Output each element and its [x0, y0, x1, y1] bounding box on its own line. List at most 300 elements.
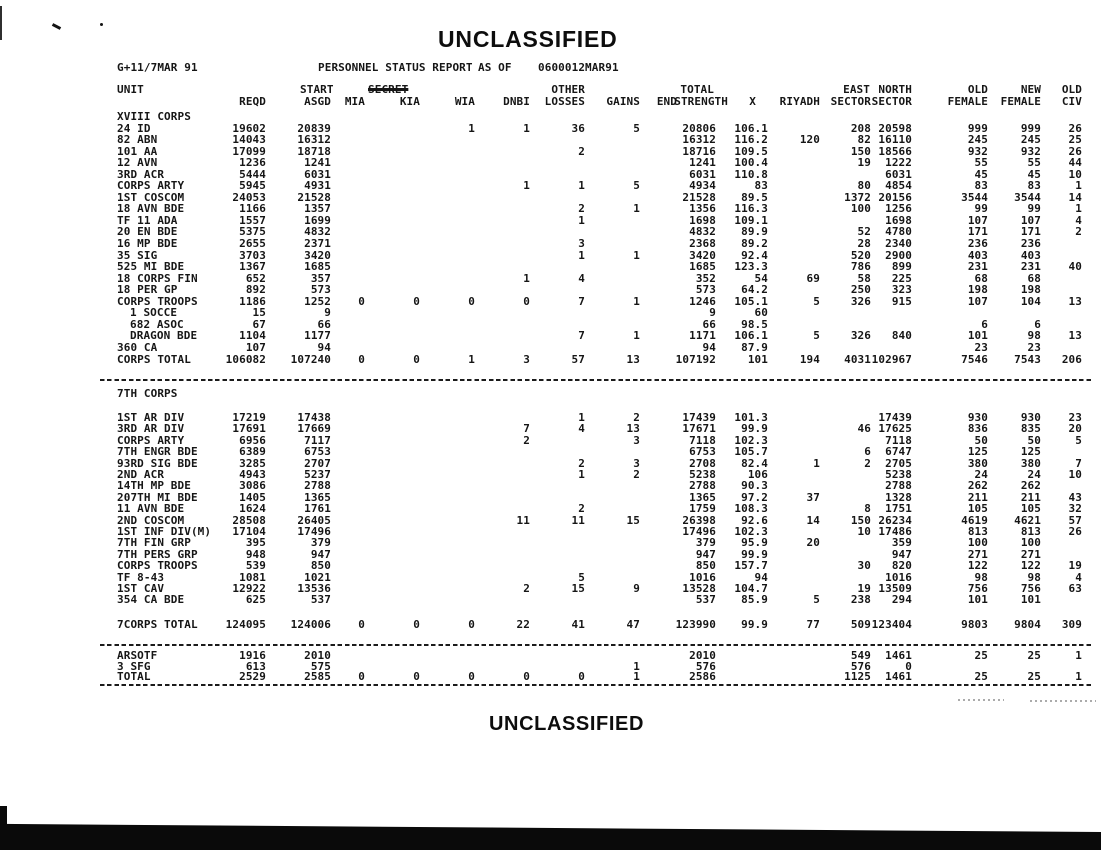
cell-asgd: 6031	[304, 167, 331, 181]
column-header: REQD	[239, 95, 266, 108]
cell-north: 2340	[885, 237, 912, 250]
cell-mia: 0	[358, 352, 365, 366]
unit-cell: 1 SOCCE	[130, 306, 178, 320]
cell-gains: 3	[633, 456, 640, 470]
cell-newf: 211	[1020, 490, 1041, 504]
cell-reqd: 2655	[239, 237, 266, 250]
column-header: GAINS	[606, 95, 640, 108]
cell-kia: 0	[413, 618, 420, 631]
cell-end: 66	[702, 317, 716, 331]
cell-asgd: 2371	[304, 237, 331, 250]
cell-civ: 26	[1068, 121, 1082, 135]
cell-asgd: 1177	[304, 329, 331, 343]
cell-wia: 0	[468, 294, 475, 308]
cell-other: 2	[578, 456, 585, 470]
unit-cell: 360 CA	[117, 340, 158, 354]
cell-oldf: 9803	[961, 618, 988, 631]
cell-newf: 4621	[1014, 513, 1041, 527]
redacted-classification-marking: SECRET	[368, 83, 409, 96]
cell-civ: 1	[1075, 649, 1082, 662]
cell-gains: 1	[633, 670, 640, 684]
cell-reqd: 5945	[239, 179, 266, 193]
cell-newf: 198	[1020, 283, 1041, 297]
cell-north: 5238	[885, 468, 912, 481]
unit-cell: 1ST AR DIV	[117, 411, 185, 424]
cell-oldf: 262	[967, 479, 988, 493]
cell-oldf: 171	[967, 225, 988, 239]
cell-reqd: 892	[245, 283, 266, 297]
unit-cell: CORPS ARTY	[117, 433, 185, 447]
column-header: DNBI	[503, 95, 530, 108]
cell-oldf: 50	[974, 433, 988, 447]
cell-civ: 1	[1075, 202, 1082, 216]
top-classification-banner: UNCLASSIFIED	[438, 26, 618, 52]
cell-newf: 999	[1020, 121, 1041, 135]
cell-end: 573	[695, 283, 716, 297]
cell-east: 52	[857, 225, 871, 239]
cell-newf: 50	[1027, 433, 1041, 447]
unit-cell: 7CORPS TOTAL	[117, 618, 198, 631]
cell-oldf: 198	[967, 283, 988, 297]
column-header: WIA	[454, 95, 475, 108]
cell-reqd: 625	[245, 593, 266, 607]
cell-asgd: 13536	[297, 582, 331, 595]
cell-east: 786	[850, 260, 871, 274]
cell-reqd: 1557	[239, 213, 266, 227]
scan-artifact-dotted-line	[1030, 700, 1096, 702]
unit-cell: ARSOTF	[117, 649, 158, 662]
cell-other: 57	[571, 352, 585, 366]
cell-newf: 24	[1027, 468, 1041, 481]
cell-asgd: 947	[310, 547, 331, 561]
cell-other: 1	[578, 248, 585, 262]
table-row	[0, 157, 1101, 169]
cell-pct: 106	[747, 468, 768, 481]
cell-end: 13528	[682, 582, 716, 595]
unit-cell: 682 ASOC	[130, 317, 184, 331]
cell-oldf: 45	[974, 167, 988, 181]
table-row	[0, 671, 1101, 683]
cell-asgd: 94	[317, 340, 331, 354]
cell-asgd: 4931	[304, 179, 331, 193]
cell-asgd: 9	[324, 306, 331, 320]
cell-pct: 99.9	[741, 547, 768, 561]
cell-kia: 0	[413, 352, 420, 366]
cell-oldf: 7546	[961, 352, 988, 366]
cell-asgd: 4832	[304, 225, 331, 239]
cell-dnbi: 2	[523, 433, 530, 447]
cell-newf: 756	[1020, 582, 1041, 595]
cell-asgd: 5237	[304, 468, 331, 481]
cell-east: 238	[850, 593, 871, 607]
cell-reqd: 1081	[239, 570, 266, 584]
cell-east: 520	[850, 248, 871, 262]
cell-end: 1171	[689, 329, 716, 343]
cell-reqd: 5444	[239, 167, 266, 181]
cell-end: 26398	[682, 513, 716, 527]
column-header: X	[749, 95, 756, 108]
cell-east: 80	[857, 179, 871, 193]
cell-wia: 0	[468, 618, 475, 631]
section-separator	[100, 644, 1093, 646]
cell-north: 1698	[885, 213, 912, 227]
column-header: SECTOR	[830, 95, 871, 108]
cell-pct: 99.9	[741, 422, 768, 436]
cell-newf: 813	[1020, 525, 1041, 538]
cell-civ: 14	[1068, 190, 1082, 204]
cell-north: 4854	[885, 179, 912, 193]
cell-newf: 104	[1020, 294, 1041, 308]
cell-other: 36	[571, 121, 585, 135]
cell-oldf: 932	[967, 144, 988, 158]
cell-reqd: 24053	[232, 190, 266, 204]
cell-north: 4780	[885, 225, 912, 239]
cell-other: 5	[578, 570, 585, 584]
cell-gains: 2	[633, 411, 640, 424]
cell-pct: 87.9	[741, 340, 768, 354]
cell-newf: 25	[1027, 670, 1041, 684]
cell-oldf: 6	[981, 317, 988, 331]
cell-reqd: 124095	[225, 618, 266, 631]
cell-other: 1	[578, 411, 585, 424]
cell-east: 150	[850, 144, 871, 158]
unit-cell: 18 CORPS FIN	[117, 271, 198, 285]
cell-end: 352	[695, 271, 716, 285]
cell-north: 323	[891, 283, 912, 297]
cell-asgd: 1252	[304, 294, 331, 308]
cell-oldf: 24	[974, 468, 988, 481]
cell-dnbi: 7	[523, 422, 530, 436]
cell-wia: 1	[468, 352, 475, 366]
cell-asgd: 26405	[297, 513, 331, 527]
cell-newf: 23	[1027, 340, 1041, 354]
cell-newf: 403	[1020, 248, 1041, 262]
cell-other: 2	[578, 144, 585, 158]
cell-north: 1461	[885, 670, 912, 684]
cell-dnbi: 0	[523, 294, 530, 308]
column-header-top: NORTH	[878, 83, 912, 96]
cell-riyadh: 5	[813, 593, 820, 607]
cell-pct: 89.9	[741, 225, 768, 239]
cell-end: 5238	[689, 468, 716, 481]
cell-oldf: 836	[967, 422, 988, 436]
cell-asgd: 66	[317, 317, 331, 331]
cell-pct: 97.2	[741, 490, 768, 504]
cell-oldf: 55	[974, 156, 988, 170]
cell-end: 3420	[689, 248, 716, 262]
cell-end: 6753	[689, 445, 716, 459]
cell-asgd: 2010	[304, 649, 331, 662]
unit-cell: 18 PER GP	[117, 283, 178, 297]
table-row	[0, 123, 1101, 135]
cell-pct: 85.9	[741, 593, 768, 607]
cell-asgd: 573	[310, 283, 331, 297]
column-header-top: TOTAL	[680, 83, 714, 96]
unit-cell: 93RD SIG BDE	[117, 456, 198, 470]
cell-end: 2788	[689, 479, 716, 493]
cell-other: 1	[578, 468, 585, 481]
column-header: STRENGTH	[674, 95, 728, 108]
cell-reqd: 3285	[239, 456, 266, 470]
cell-east: 326	[850, 329, 871, 343]
cell-reqd: 17099	[232, 144, 266, 158]
cell-east: 509	[850, 618, 871, 631]
cell-kia: 0	[413, 670, 420, 684]
cell-civ: 43	[1068, 490, 1082, 504]
cell-pct: 104.7	[734, 582, 768, 595]
cell-gains: 13	[626, 422, 640, 436]
cell-north: 1222	[885, 156, 912, 170]
cell-pct: 89.2	[741, 237, 768, 250]
cell-east: 4031	[844, 352, 871, 366]
cell-newf: 99	[1027, 202, 1041, 216]
unit-cell: CORPS TOTAL	[117, 352, 191, 366]
cell-mia: 0	[358, 294, 365, 308]
cell-oldf: 98	[974, 570, 988, 584]
cell-riyadh: 20	[806, 536, 820, 550]
cell-oldf: 4619	[961, 513, 988, 527]
cell-asgd: 1365	[304, 490, 331, 504]
cell-reqd: 14043	[232, 133, 266, 147]
cell-gains: 1	[633, 659, 640, 673]
cell-east: 150	[850, 513, 871, 527]
cell-civ: 32	[1068, 502, 1082, 516]
cell-riyadh: 5	[813, 294, 820, 308]
cell-reqd: 3703	[239, 248, 266, 262]
cell-north: 2900	[885, 248, 912, 262]
cell-north: 7118	[885, 433, 912, 447]
unit-cell: DRAGON BDE	[130, 329, 198, 343]
cell-oldf: 999	[967, 121, 988, 135]
unit-cell: 525 MI BDE	[117, 260, 185, 274]
cell-end: 17496	[682, 525, 716, 538]
cell-civ: 10	[1068, 167, 1082, 181]
cell-gains: 5	[633, 179, 640, 193]
cell-oldf: 211	[967, 490, 988, 504]
cell-end: 4934	[689, 179, 716, 193]
cell-asgd: 17669	[297, 422, 331, 436]
cell-pct: 102.3	[734, 525, 768, 538]
cell-newf: 107	[1020, 213, 1041, 227]
cell-newf: 100	[1020, 536, 1041, 550]
cell-civ: 4	[1075, 570, 1082, 584]
cell-north: 359	[891, 536, 912, 550]
cell-newf: 98	[1027, 329, 1041, 343]
cell-other: 4	[578, 422, 585, 436]
cell-newf: 101	[1020, 593, 1041, 607]
cell-dnbi: 0	[523, 670, 530, 684]
cell-other: 3	[578, 237, 585, 250]
cell-north: 1328	[885, 490, 912, 504]
cell-gains: 3	[633, 433, 640, 447]
cell-civ: 26	[1068, 144, 1082, 158]
cell-east: 28	[857, 237, 871, 250]
cell-end: 537	[695, 593, 716, 607]
cell-east: 10	[857, 525, 871, 538]
cell-oldf: 83	[974, 179, 988, 193]
unit-cell: 16 MP BDE	[117, 237, 178, 250]
cell-pct: 92.4	[741, 248, 768, 262]
cell-civ: 20	[1068, 422, 1082, 436]
cell-end: 1356	[689, 202, 716, 216]
cell-oldf: 3544	[961, 190, 988, 204]
cell-civ: 23	[1068, 411, 1082, 424]
cell-asgd: 1761	[304, 502, 331, 516]
column-header: LOSSES	[544, 95, 585, 108]
cell-riyadh: 194	[799, 352, 820, 366]
unit-cell: 7TH PERS GRP	[117, 547, 198, 561]
table-row	[0, 330, 1101, 342]
cell-riyadh: 120	[799, 133, 820, 147]
table-row	[0, 458, 1101, 470]
cell-pct: 108.3	[734, 502, 768, 516]
section-title-row	[0, 388, 1101, 400]
cell-civ: 2	[1075, 225, 1082, 239]
cell-reqd: 28508	[232, 513, 266, 527]
cell-reqd: 539	[245, 559, 266, 573]
cell-north: 1751	[885, 502, 912, 516]
cell-newf: 380	[1020, 456, 1041, 470]
cell-other: 2	[578, 202, 585, 216]
cell-wia: 1	[468, 121, 475, 135]
cell-pct: 54	[754, 271, 768, 285]
cell-asgd: 1357	[304, 202, 331, 216]
cell-civ: 309	[1061, 618, 1082, 631]
cell-asgd: 6753	[304, 445, 331, 459]
cell-reqd: 1405	[239, 490, 266, 504]
column-header: KIA	[399, 95, 420, 108]
cell-north: 17486	[878, 525, 912, 538]
cell-dnbi: 1	[523, 179, 530, 193]
cell-reqd: 15	[252, 306, 266, 320]
cell-oldf: 756	[967, 582, 988, 595]
cell-end: 1016	[689, 570, 716, 584]
cell-north: 123404	[871, 618, 912, 631]
cell-reqd: 1166	[239, 202, 266, 216]
cell-east: 46	[857, 422, 871, 436]
cell-oldf: 100	[967, 536, 988, 550]
cell-east: 19	[857, 582, 871, 595]
unit-cell: 24 ID	[117, 121, 151, 135]
cell-end: 1685	[689, 260, 716, 274]
cell-oldf: 105	[967, 502, 988, 516]
unit-cell: 20 EN BDE	[117, 225, 178, 239]
cell-riyadh: 77	[806, 618, 820, 631]
cell-asgd: 124006	[290, 618, 331, 631]
cell-reqd: 1236	[239, 156, 266, 170]
cell-dnbi: 3	[523, 352, 530, 366]
cell-asgd: 1021	[304, 570, 331, 584]
cell-asgd: 1685	[304, 260, 331, 274]
cell-east: 8	[864, 502, 871, 516]
cell-east: 1372	[844, 190, 871, 204]
cell-newf: 7543	[1014, 352, 1041, 366]
cell-newf: 932	[1020, 144, 1041, 158]
as-of-label: AS OF	[478, 61, 512, 74]
cell-gains: 13	[626, 352, 640, 366]
cell-asgd: 537	[310, 593, 331, 607]
cell-north: 26234	[878, 513, 912, 527]
unit-cell: 3 SFG	[117, 659, 151, 673]
cell-pct: 64.2	[741, 283, 768, 297]
cell-newf: 45	[1027, 167, 1041, 181]
cell-newf: 231	[1020, 260, 1041, 274]
cell-east: 6	[864, 445, 871, 459]
cell-oldf: 25	[974, 649, 988, 662]
cell-civ: 206	[1061, 352, 1082, 366]
cell-end: 7118	[689, 433, 716, 447]
cell-oldf: 231	[967, 260, 988, 274]
unit-cell: 7TH ENGR BDE	[117, 445, 198, 459]
cell-pct: 106.1	[734, 329, 768, 343]
unit-cell: XVIII CORPS	[117, 110, 191, 123]
cell-pct: 109.1	[734, 213, 768, 227]
cell-asgd: 379	[310, 536, 331, 550]
cell-north: 17439	[878, 411, 912, 424]
cell-pct: 60	[754, 306, 768, 320]
cell-gains: 47	[626, 618, 640, 631]
cell-newf: 25	[1027, 649, 1041, 662]
cell-pct: 94	[754, 570, 768, 584]
cell-gains: 5	[633, 121, 640, 135]
cell-end: 2010	[689, 649, 716, 662]
cell-north: 915	[891, 294, 912, 308]
cell-civ: 1	[1075, 670, 1082, 684]
cell-newf: 245	[1020, 133, 1041, 147]
cell-civ: 44	[1068, 156, 1082, 170]
cell-oldf: 25	[974, 670, 988, 684]
cell-north: 899	[891, 260, 912, 274]
cell-reqd: 6956	[239, 433, 266, 447]
cell-reqd: 1104	[239, 329, 266, 343]
cell-gains: 1	[633, 329, 640, 343]
cell-end: 1759	[689, 502, 716, 516]
cell-civ: 10	[1068, 468, 1082, 481]
cell-end: 6031	[689, 167, 716, 181]
cell-civ: 25	[1068, 133, 1082, 147]
cell-end: 17671	[682, 422, 716, 436]
column-header-top: START	[300, 83, 334, 96]
cell-end: 1365	[689, 490, 716, 504]
cell-newf: 236	[1020, 237, 1041, 250]
scan-artifact-dotted-line	[958, 699, 1004, 701]
cell-north: 1256	[885, 202, 912, 216]
cell-oldf: 107	[967, 294, 988, 308]
unit-cell: 207TH MI BDE	[117, 490, 198, 504]
cell-east: 58	[857, 271, 871, 285]
cell-north: 225	[891, 271, 912, 285]
cell-pct: 101.3	[734, 411, 768, 424]
cell-newf: 98	[1027, 570, 1041, 584]
bottom-classification-banner: UNCLASSIFIED	[489, 713, 644, 735]
cell-north: 947	[891, 547, 912, 561]
as-of-value: 0600012MAR91	[538, 61, 619, 74]
cell-newf: 6	[1034, 317, 1041, 331]
cell-pct: 106.1	[734, 121, 768, 135]
cell-north: 16110	[878, 133, 912, 147]
cell-asgd: 3420	[304, 248, 331, 262]
cell-newf: 262	[1020, 479, 1041, 493]
cell-east: 100	[850, 202, 871, 216]
cell-reqd: 652	[245, 271, 266, 285]
cell-newf: 930	[1020, 411, 1041, 424]
cell-reqd: 1624	[239, 502, 266, 516]
cell-pct: 109.5	[734, 144, 768, 158]
cell-asgd: 357	[310, 271, 331, 285]
cell-civ: 13	[1068, 329, 1082, 343]
cell-east: 326	[850, 294, 871, 308]
cell-reqd: 395	[245, 536, 266, 550]
